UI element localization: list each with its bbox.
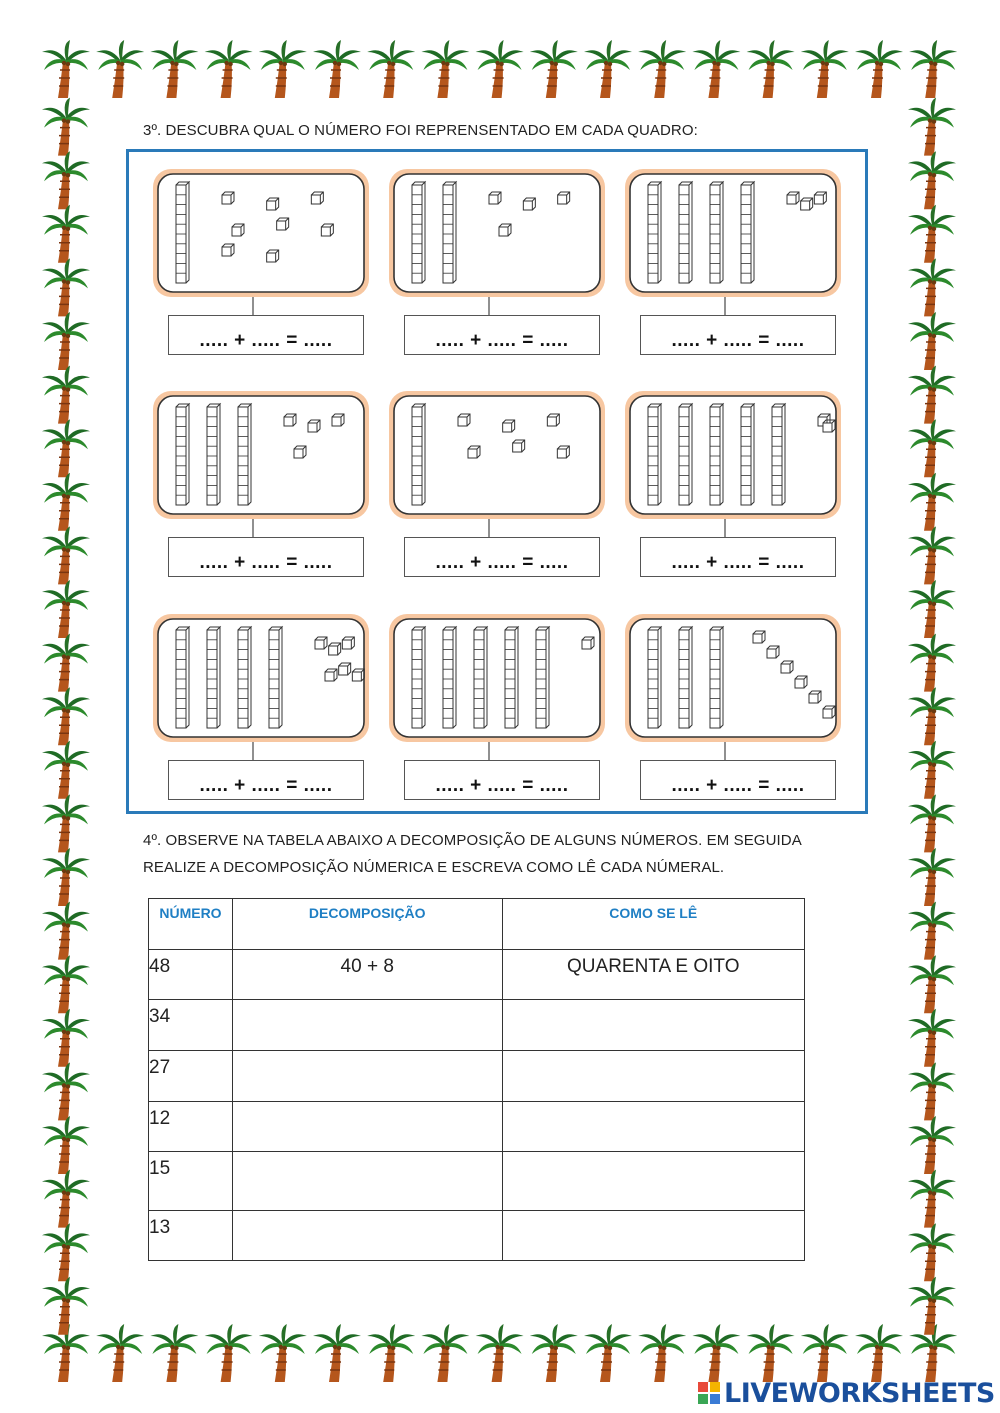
row-reading-input[interactable] bbox=[502, 1152, 804, 1211]
palm-tree-icon bbox=[908, 526, 956, 584]
palm-tree-icon bbox=[855, 40, 903, 98]
palm-tree-icon bbox=[42, 98, 90, 156]
table-header-row bbox=[149, 899, 805, 950]
row-decomposition-input[interactable] bbox=[232, 1102, 502, 1152]
palm-tree-icon bbox=[205, 1324, 253, 1382]
palm-tree-icon bbox=[908, 151, 956, 209]
palm-tree-icon bbox=[42, 1009, 90, 1067]
row-number: 48 bbox=[149, 950, 233, 1000]
block-group bbox=[389, 391, 605, 537]
row-decomposition-input[interactable] bbox=[232, 1051, 502, 1102]
row-reading-input[interactable] bbox=[502, 1211, 804, 1261]
base-ten-blocks bbox=[126, 149, 868, 814]
block-group bbox=[625, 391, 841, 537]
palm-tree-icon bbox=[530, 1324, 578, 1382]
palm-tree-icon bbox=[908, 1223, 956, 1281]
palm-tree-icon bbox=[530, 40, 578, 98]
palm-tree-icon bbox=[42, 741, 90, 799]
palm-tree-icon bbox=[96, 1324, 144, 1382]
palm-tree-icon bbox=[692, 1324, 740, 1382]
palm-tree-icon bbox=[42, 848, 90, 906]
palm-tree-icon bbox=[42, 1277, 90, 1335]
palm-tree-icon bbox=[42, 473, 90, 531]
header-number: NÚMERO bbox=[149, 899, 233, 950]
palm-tree-icon bbox=[908, 580, 956, 638]
row-number: 13 bbox=[149, 1211, 233, 1261]
palm-tree-icon bbox=[42, 687, 90, 745]
row-number: 15 bbox=[149, 1152, 233, 1211]
block-group bbox=[625, 169, 841, 315]
palm-tree-icon bbox=[908, 258, 956, 316]
table-row bbox=[149, 1102, 805, 1152]
equation-box[interactable]: ..... + ..... = ..... bbox=[640, 315, 836, 355]
palm-tree-icon bbox=[476, 1324, 524, 1382]
palm-tree-icon bbox=[908, 1170, 956, 1228]
palm-tree-icon bbox=[150, 40, 198, 98]
palm-tree-icon bbox=[908, 848, 956, 906]
palm-tree-icon bbox=[150, 1324, 198, 1382]
palm-tree-icon bbox=[421, 40, 469, 98]
block-group bbox=[389, 169, 605, 315]
palm-tree-icon bbox=[42, 312, 90, 370]
palm-tree-icon bbox=[747, 40, 795, 98]
palm-tree-icon bbox=[908, 366, 956, 424]
palm-tree-icon bbox=[584, 40, 632, 98]
table-row bbox=[149, 1152, 805, 1211]
palm-tree-icon bbox=[747, 1324, 795, 1382]
palm-tree-icon bbox=[96, 40, 144, 98]
palm-tree-icon bbox=[42, 366, 90, 424]
table-row bbox=[149, 950, 805, 1000]
palm-tree-icon bbox=[801, 40, 849, 98]
block-group bbox=[153, 614, 369, 760]
palm-tree-icon bbox=[42, 955, 90, 1013]
palm-tree-icon bbox=[584, 1324, 632, 1382]
question-3-title: 3º. DESCUBRA QUAL O NÚMERO FOI REPRENSENTADO EM CADA QUADRO: bbox=[143, 122, 698, 139]
row-reading-input[interactable] bbox=[502, 1102, 804, 1152]
header-decomposition: DECOMPOSIÇÃO bbox=[232, 899, 502, 950]
palm-tree-icon bbox=[692, 40, 740, 98]
palm-tree-icon bbox=[908, 955, 956, 1013]
palm-tree-icon bbox=[421, 1324, 469, 1382]
question-4-title-line2: REALIZE A DECOMPOSIÇÃO NÚMERICA E ESCREVA COMO LÊ CADA NÚMERAL. bbox=[143, 859, 725, 876]
palm-tree-icon bbox=[908, 98, 956, 156]
palm-tree-icon bbox=[42, 526, 90, 584]
palm-tree-icon bbox=[638, 40, 686, 98]
block-group bbox=[153, 169, 369, 315]
palm-tree-icon bbox=[313, 1324, 361, 1382]
palm-tree-icon bbox=[908, 741, 956, 799]
palm-tree-icon bbox=[908, 794, 956, 852]
palm-tree-icon bbox=[205, 40, 253, 98]
palm-tree-icon bbox=[908, 1116, 956, 1174]
palm-tree-icon bbox=[42, 902, 90, 960]
equation-box[interactable]: ..... + ..... = ..... bbox=[404, 760, 600, 800]
equation-box[interactable]: ..... + ..... = ..... bbox=[404, 537, 600, 577]
equation-box[interactable]: ..... + ..... = ..... bbox=[404, 315, 600, 355]
palm-tree-icon bbox=[313, 40, 361, 98]
row-number: 34 bbox=[149, 1000, 233, 1051]
row-decomposition: 40 + 8 bbox=[232, 950, 502, 1000]
table-row bbox=[149, 1051, 805, 1102]
palm-tree-icon bbox=[908, 687, 956, 745]
palm-tree-icon bbox=[42, 634, 90, 692]
liveworksheets-logo bbox=[698, 1376, 995, 1410]
equation-box[interactable]: ..... + ..... = ..... bbox=[168, 315, 364, 355]
palm-tree-icon bbox=[42, 794, 90, 852]
palm-tree-icon bbox=[42, 205, 90, 263]
palm-tree-icon bbox=[908, 1062, 956, 1120]
row-decomposition-input[interactable] bbox=[232, 1000, 502, 1051]
palm-tree-icon bbox=[42, 1062, 90, 1120]
palm-tree-icon bbox=[42, 419, 90, 477]
palm-tree-icon bbox=[476, 40, 524, 98]
palm-tree-icon bbox=[367, 40, 415, 98]
palm-tree-icon bbox=[42, 151, 90, 209]
row-decomposition-input[interactable] bbox=[232, 1152, 502, 1211]
block-group bbox=[153, 391, 369, 537]
block-group bbox=[625, 614, 841, 760]
brand-name: LIVEWORKSHEETS bbox=[724, 1377, 995, 1409]
palm-tree-icon bbox=[367, 1324, 415, 1382]
palm-tree-icon bbox=[42, 40, 90, 98]
decomposition-table bbox=[148, 898, 805, 1261]
equation-box[interactable]: ..... + ..... = ..... bbox=[168, 760, 364, 800]
palm-tree-icon bbox=[259, 40, 307, 98]
palm-tree-icon bbox=[908, 419, 956, 477]
row-number: 27 bbox=[149, 1051, 233, 1102]
palm-tree-icon bbox=[42, 258, 90, 316]
liveworksheets-icon bbox=[698, 1382, 720, 1404]
palm-tree-icon bbox=[908, 634, 956, 692]
row-reading-input[interactable] bbox=[502, 1000, 804, 1051]
table-row bbox=[149, 1211, 805, 1261]
palm-tree-icon bbox=[855, 1324, 903, 1382]
row-reading: QUARENTA E OITO bbox=[502, 950, 804, 1000]
palm-tree-icon bbox=[908, 205, 956, 263]
equation-box[interactable]: ..... + ..... = ..... bbox=[640, 760, 836, 800]
palm-tree-icon bbox=[908, 312, 956, 370]
block-group bbox=[389, 614, 605, 760]
header-reading: COMO SE LÊ bbox=[502, 899, 804, 950]
palm-tree-icon bbox=[259, 1324, 307, 1382]
row-number: 12 bbox=[149, 1102, 233, 1152]
palm-tree-icon bbox=[908, 1009, 956, 1067]
palm-tree-icon bbox=[801, 1324, 849, 1382]
palm-tree-icon bbox=[909, 40, 957, 98]
palm-tree-icon bbox=[908, 1277, 956, 1335]
question-4-title-line1: 4º. OBSERVE NA TABELA ABAIXO A DECOMPOSIÇÃO DE ALGUNS NÚMEROS. EM SEGUIDA bbox=[143, 832, 802, 849]
base-ten-frame bbox=[126, 149, 868, 814]
palm-tree-icon bbox=[42, 580, 90, 638]
equation-box[interactable]: ..... + ..... = ..... bbox=[640, 537, 836, 577]
palm-tree-icon bbox=[42, 1170, 90, 1228]
row-decomposition-input[interactable] bbox=[232, 1211, 502, 1261]
palm-tree-icon bbox=[908, 473, 956, 531]
row-reading-input[interactable] bbox=[502, 1051, 804, 1102]
palm-tree-icon bbox=[638, 1324, 686, 1382]
palm-tree-icon bbox=[42, 1116, 90, 1174]
equation-box[interactable]: ..... + ..... = ..... bbox=[168, 537, 364, 577]
table-row bbox=[149, 1000, 805, 1051]
palm-tree-icon bbox=[42, 1223, 90, 1281]
palm-tree-icon bbox=[908, 902, 956, 960]
